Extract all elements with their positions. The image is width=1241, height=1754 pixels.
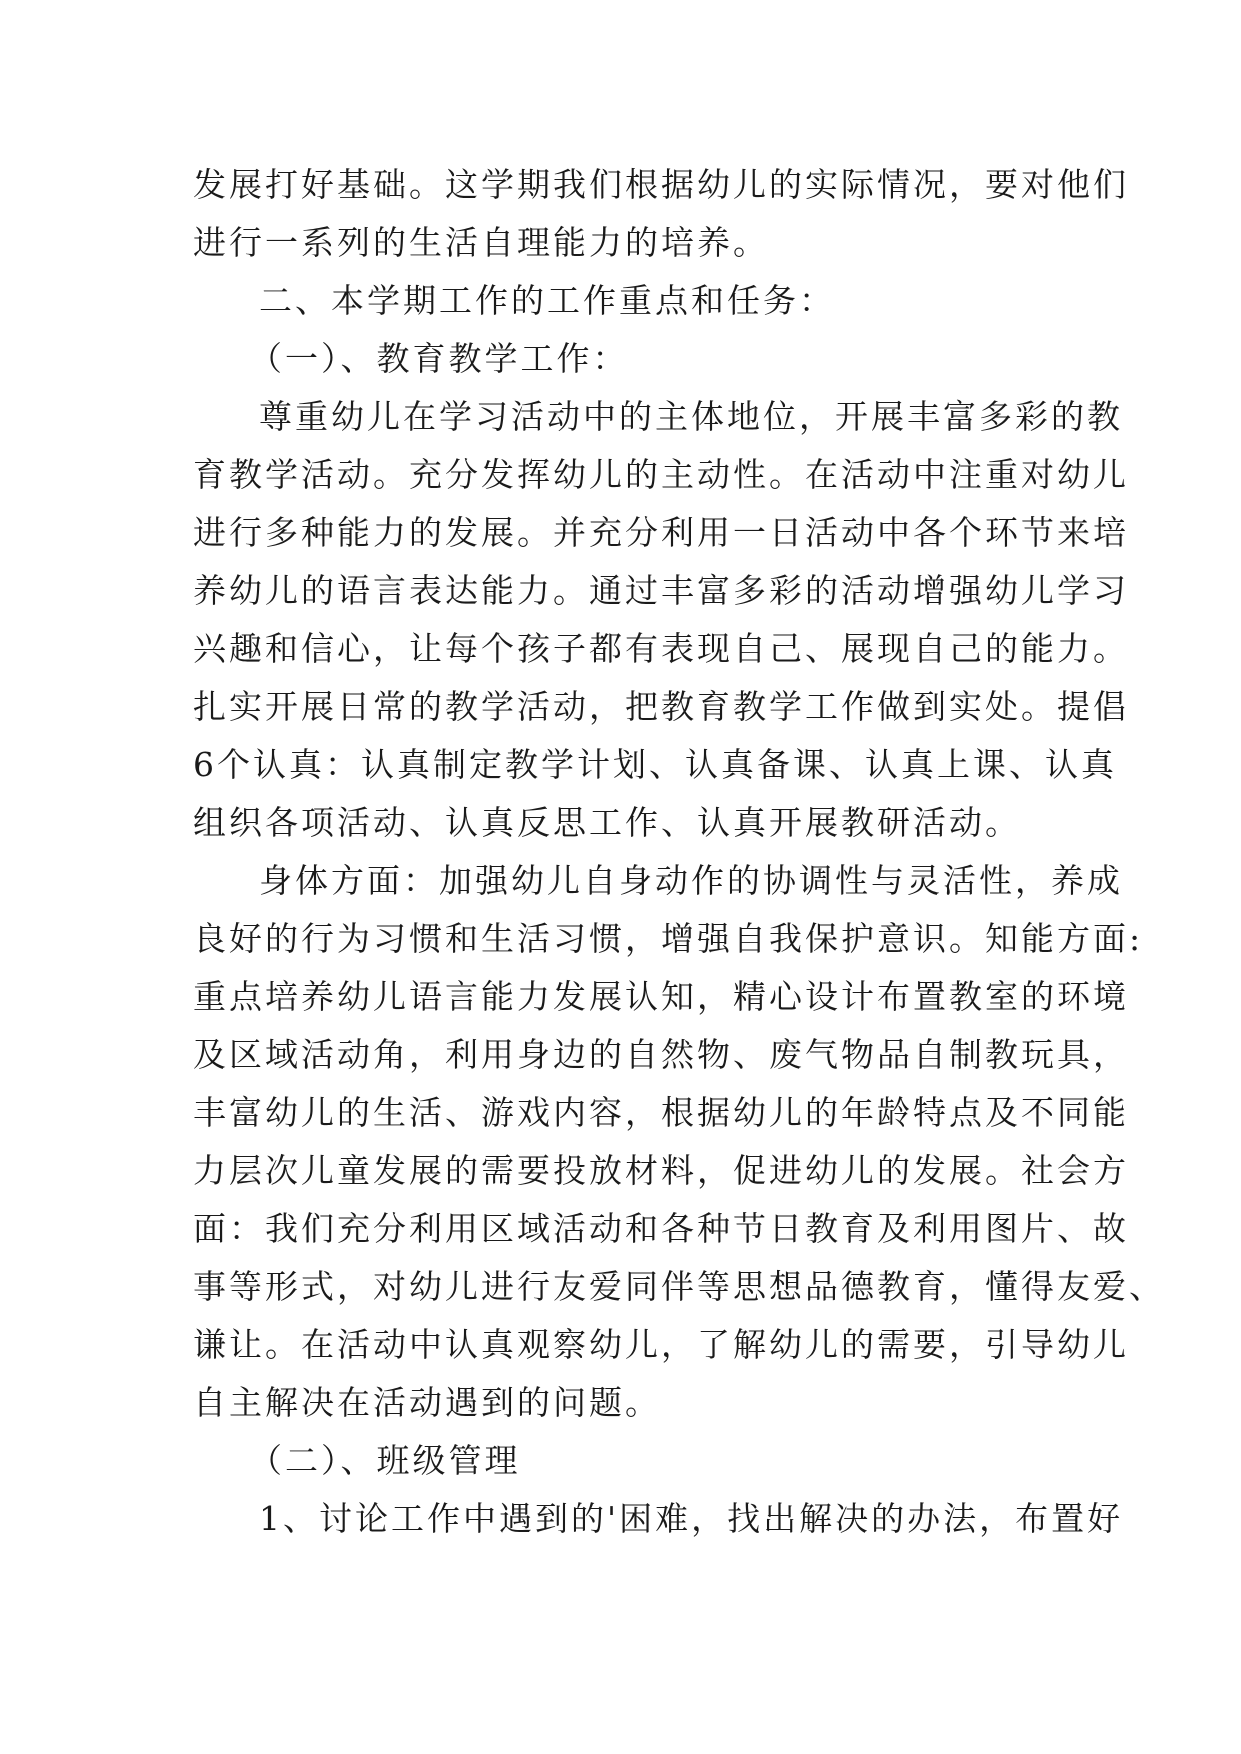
paragraph-line: 及区域活动角，利用身边的自然物、废气物品自制教玩具，	[193, 1035, 1129, 1074]
paragraph-line: 力层次儿童发展的需要投放材料，促进幼儿的发展。社会方	[193, 1151, 1129, 1190]
paragraph-line: 组织各项活动、认真反思工作、认真开展教研活动。	[193, 803, 1021, 842]
subsection-heading: （一）、教育教学工作：	[249, 339, 629, 378]
paragraph-line: 自主解决在活动遇到的问题。	[193, 1383, 661, 1422]
section-heading: 二、本学期工作的工作重点和任务：	[259, 281, 835, 320]
paragraph-line: 谦让。在活动中认真观察幼儿，了解幼儿的需要，引导幼儿	[193, 1325, 1129, 1364]
paragraph-line: 良好的行为习惯和生活习惯，增强自我保护意识。知能方面:	[193, 919, 1144, 958]
paragraph-line: 发展打好基础。这学期我们根据幼儿的实际情况，要对他们	[193, 165, 1129, 204]
paragraph-line: 丰富幼儿的生活、游戏内容，根据幼儿的年龄特点及不同能	[193, 1093, 1129, 1132]
paragraph-line: 面：我们充分利用区域活动和各种节日教育及利用图片、故	[193, 1209, 1129, 1248]
paragraph-line: 育教学活动。充分发挥幼儿的主动性。在活动中注重对幼儿	[193, 455, 1129, 494]
paragraph-line: 养幼儿的语言表达能力。通过丰富多彩的活动增强幼儿学习	[193, 571, 1129, 610]
paragraph-line: 兴趣和信心，让每个孩子都有表现自己、展现自己的能力。	[193, 629, 1129, 668]
paragraph-line: 身体方面：加强幼儿自身动作的协调性与灵活性，养成	[259, 861, 1123, 900]
paragraph-line: 进行多种能力的发展。并充分利用一日活动中各个环节来培	[193, 513, 1129, 552]
paragraph-line: 进行一系列的生活自理能力的培养。	[193, 223, 769, 262]
paragraph-line: 扎实开展日常的教学活动，把教育教学工作做到实处。提倡	[193, 687, 1129, 726]
paragraph-line: 1、讨论工作中遇到的'困难，找出解决的办法，布置好	[259, 1499, 1124, 1538]
paragraph-line: 事等形式，对幼儿进行友爱同伴等思想品德教育，懂得友爱、	[193, 1267, 1165, 1306]
paragraph-line: 重点培养幼儿语言能力发展认知，精心设计布置教室的环境	[193, 977, 1129, 1016]
paragraph-line: 尊重幼儿在学习活动中的主体地位，开展丰富多彩的教	[259, 397, 1123, 436]
paragraph-line: 6个认真：认真制定教学计划、认真备课、认真上课、认真	[193, 745, 1117, 784]
subsection-heading: （二）、班级管理	[249, 1441, 521, 1480]
document-body	[193, 156, 1165, 1548]
